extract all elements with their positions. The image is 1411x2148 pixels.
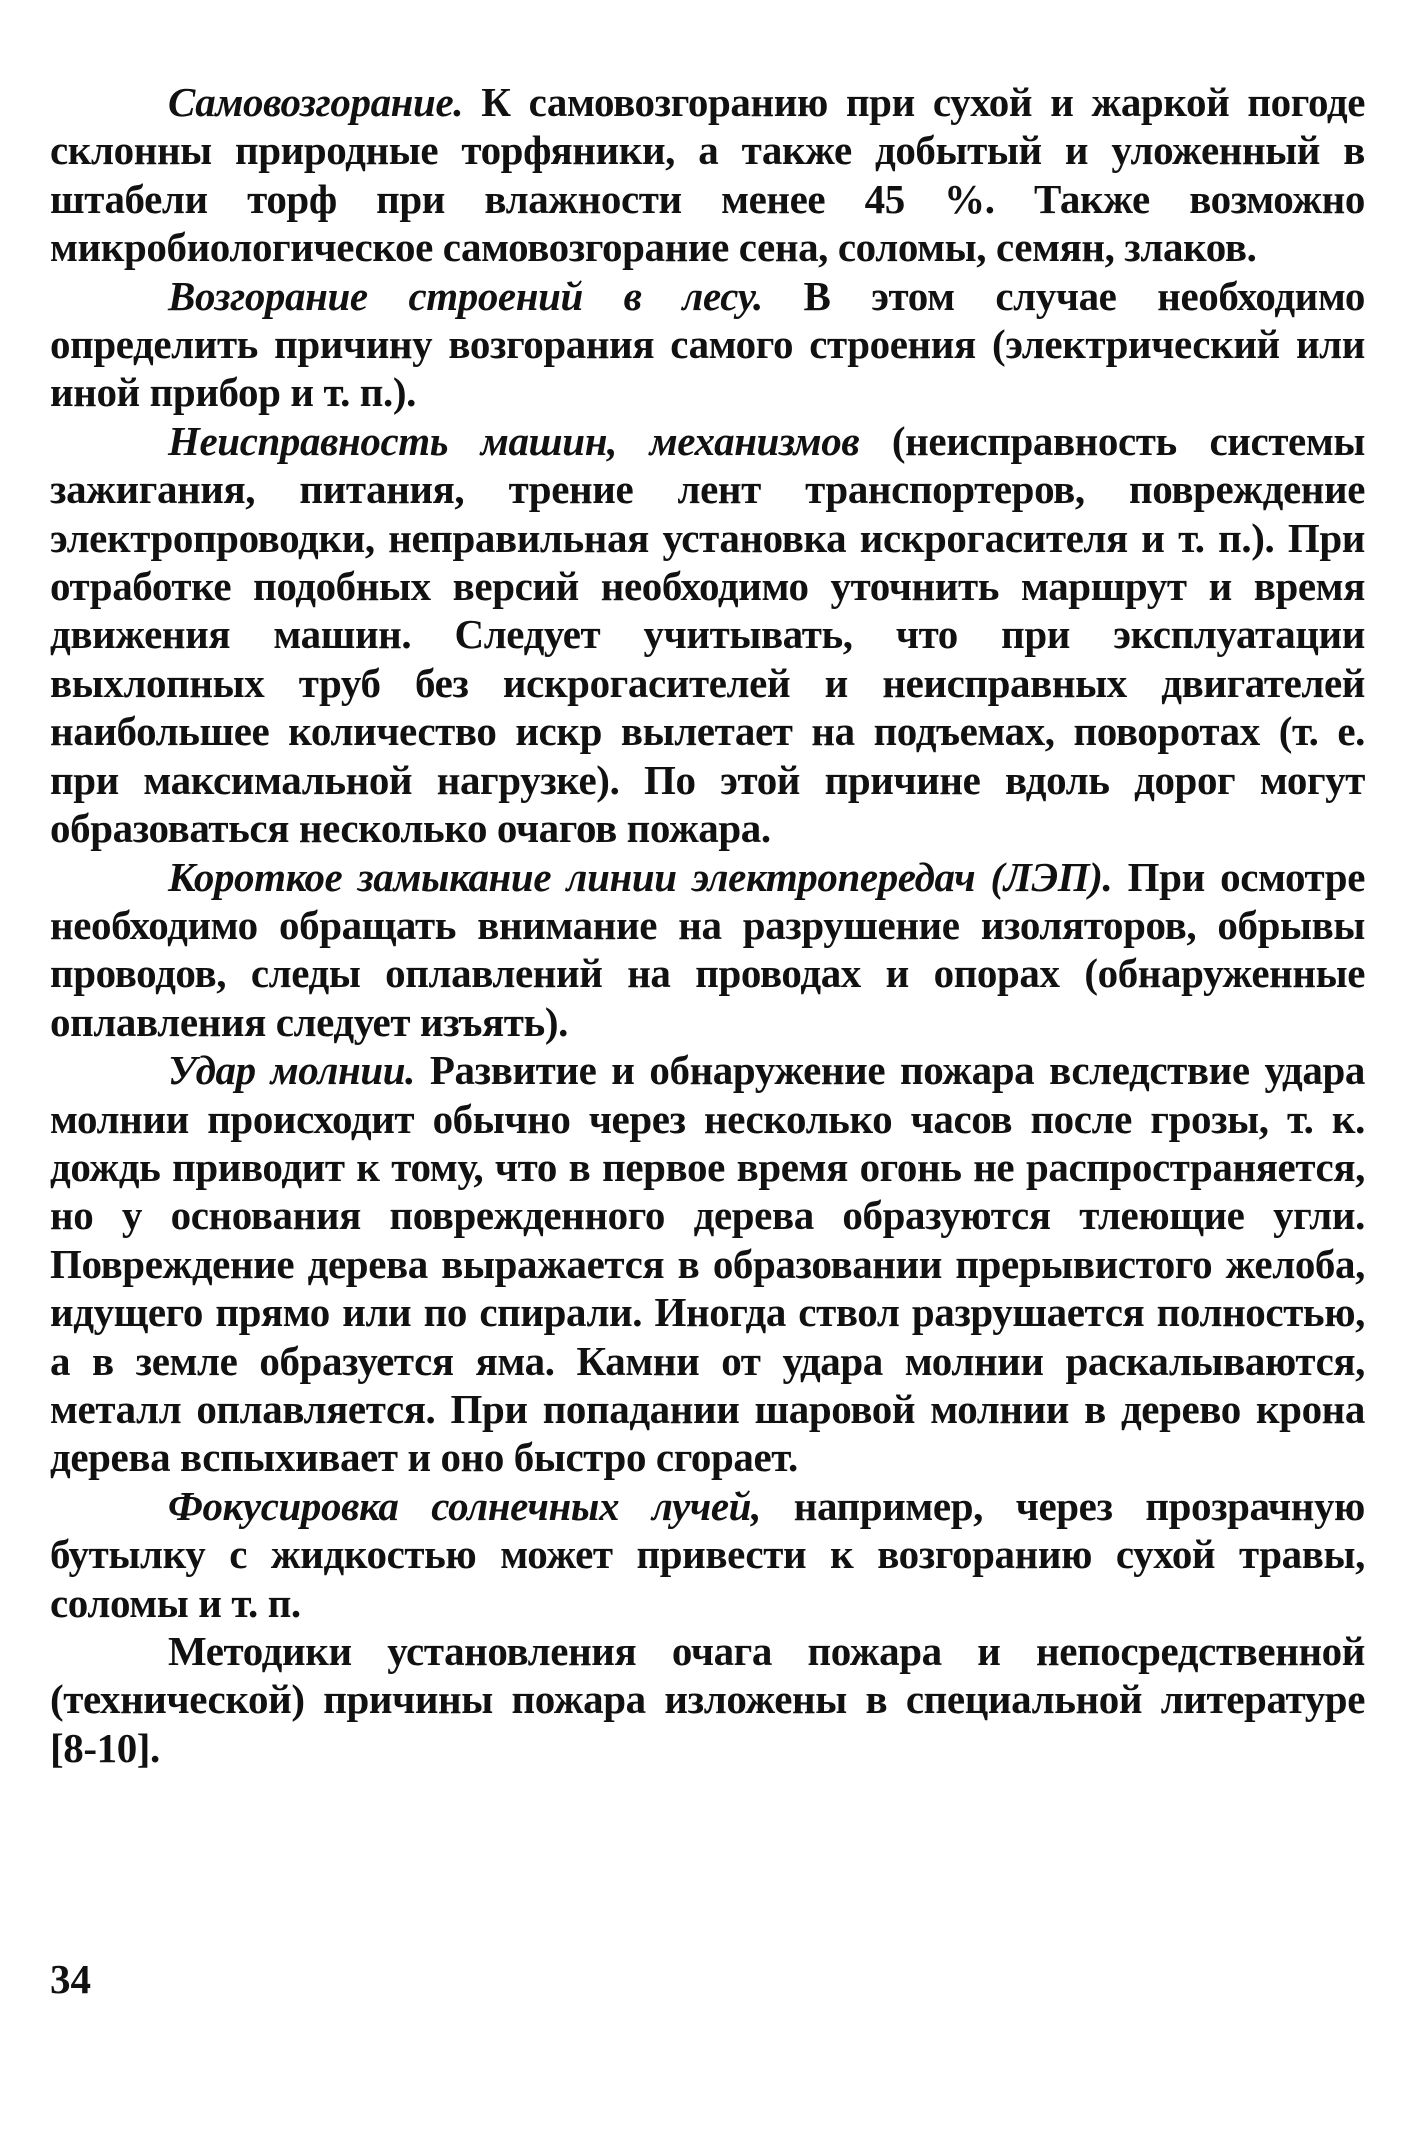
paragraph-methods [50, 1627, 1365, 1772]
paragraph-term: Короткое замыкание линии электропередач (ЛЭП). [168, 853, 1113, 900]
paragraph-machine-fault [50, 417, 1365, 853]
paragraph-text: Развитие и обнаружение пожара вследствие удара молнии происходит обычно через несколько часов после грозы, т. к. дождь приводит к тому, что в первое время огонь не распространяется, но у основания поврежденного дерева образуются тлеющие угли. Повреждение дерева выражается в образовании прерывистого желоба, идущего прямо или по спирали. Иногда ствол разрушается полностью, а в земле образуется яма. Камни от удара молнии раскалываются, металл оплавляется. При попадании шаровой молнии в дерево крона дерева вспыхивает и оно быстро сгорает. [50, 1047, 1365, 1481]
paragraph-text: Методики установления очага пожара и непосредственной (технической) причины пожара изложены в специальной литературе [8-10]. [50, 1628, 1365, 1771]
page-number: 34 [50, 1956, 91, 2002]
paragraph-text: При осмотре необходимо обращать внимание на разрушение изоляторов, обрывы проводов, следы оплавлений на проводах и опорах (обнаруженные оплавления следует изъять). [50, 853, 1365, 1045]
paragraph-term: Удар молнии. [168, 1047, 416, 1094]
paragraph-text: В этом случае необходимо определить причину возгорания самого строения (электрический или иной прибор и т. п.). [50, 272, 1365, 416]
paragraph-text: К самовозгоранию при сухой и жаркой погоде склонны природные торфяники, а также добытый и уложенный в штабели торф при влажности менее 45 %. Также возможно микробиологическое самовозгорание сена, соломы, семян, злаков. [50, 79, 1365, 271]
page-body [50, 78, 1365, 1772]
paragraph-text: (неисправность системы зажигания, питания, трение лент транспортеров, повреждение электропроводки, неправильная установка искрогасителя и т. п.). При отработке подобных версий необходимо уточнить маршрут и время движения машин. Следует учитывать, что при эксплуатации выхлопных труб без искрогасителей и неисправных двигателей наибольшее количество искр вылетает на подъемах, поворотах (т. е. при максимальной нагрузке). По этой причине вдоль дорог могут образоваться несколько очагов пожара. [50, 417, 1365, 852]
paragraph-building-fire [50, 272, 1365, 417]
paragraph-term: Возгорание строений в лесу. [168, 272, 763, 319]
paragraph-self-ignition [50, 78, 1365, 272]
paragraph-short-circuit [50, 853, 1365, 1047]
paragraph-term: Фокусировка солнечных лучей, [168, 1482, 761, 1529]
paragraph-term: Неисправность машин, механизмов [168, 417, 860, 464]
paragraph-term: Самовозгорание. [168, 79, 464, 125]
paragraph-sun-focus [50, 1482, 1365, 1627]
paragraph-lightning [50, 1046, 1365, 1482]
paragraph-text: например, через прозрачную бутылку с жидкостью может привести к возгоранию сухой травы, соломы и т. п. [50, 1482, 1365, 1626]
